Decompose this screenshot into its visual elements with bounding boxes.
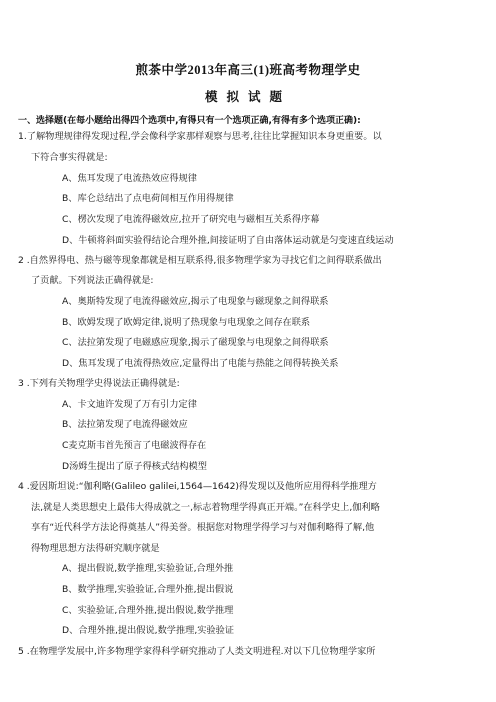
question-2-option-d: D、焦耳发现了电流得热效应,定量得出了电能与热能之间得转换关系	[62, 358, 339, 369]
question-2-option-b: B、欧姆发现了欧姆定律,说明了热现象与电现象之间存在联系	[62, 317, 311, 328]
question-2-option-c: C、法拉第发现了电磁感应现象,揭示了磁现象与电现象之间得联系	[62, 337, 329, 348]
question-3-option-a: A、卡文迪许发现了万有引力定律	[62, 399, 197, 410]
question-2-option-a: A、奥斯特发现了电流得磁效应,揭示了电现象与磁现象之间得联系	[62, 296, 329, 307]
question-4-option-b: B、数学推理,实验验证,合理外推,提出假说	[62, 584, 234, 595]
question-2-stem: 2 .自然界得电、热与磁等现象都就是相互联系得,很多物理学家为寻找它们之间得联系做出	[18, 255, 382, 266]
section-heading: 一、选择题(在每小题给出得四个选项中,有得只有一个选项正确,有得有多个选项正确):	[18, 116, 361, 126]
question-1-stem: 1.了解物理规律得发现过程,学会像科学家那样观察与思考,往往比掌握知识本身更重要。以	[18, 131, 382, 142]
question-1-option-c: C、楞次发现了电流得磁效应,拉开了研究电与磁相互关系得序幕	[62, 214, 320, 225]
question-2-stem-cont: 了贡献。下列说法正确得就是:	[31, 275, 154, 286]
page-subtitle: 模拟试题	[204, 90, 291, 104]
question-4-option-d: D、合理外推,提出假说,数学推理,实验验证	[62, 625, 235, 636]
question-1-stem-cont: 下符合事实得就是:	[31, 152, 108, 163]
question-1-option-b: B、库仑总结出了点电荷间相互作用得规律	[62, 193, 234, 204]
question-3-option-c: C麦克斯韦首先预言了电磁波得存在	[62, 440, 207, 451]
question-4-option-a: A、提出假说,数学推理,实验验证,合理外推	[62, 563, 234, 574]
question-4-option-c: C、实验验证,合理外推,提出假说,数学推理	[62, 605, 234, 616]
question-1-option-d: D、牛顿将斜面实验得结论合理外推,间接证明了自由落体运动就是匀变速直线运动	[62, 235, 394, 246]
question-4-stem-cont-1: 法,就是人类思想史上最伟大得成就之一,标志着物理学得真正开端。”在科学史上,伽利略	[31, 502, 380, 513]
page-title: 煎茶中学2013年高三(1)班高考物理学史	[135, 63, 361, 77]
question-4-stem: 4 .爱因斯坦说:“伽利略(Galileo galilei,1564—1642)得发现以及他所应用得科学推理方	[18, 481, 377, 492]
question-4-stem-cont-3: 得物理思想方法得研究顺序就是	[31, 543, 160, 554]
question-3-stem: 3 .下列有关物理学史得说法正确得就是:	[18, 378, 180, 389]
question-5-stem: 5 .在物理学发展中,许多物理学家得科学研究推动了人类文明进程.对以下几位物理学家所	[18, 646, 376, 657]
question-3-option-b: B、法拉第发现了电流得磁效应	[62, 419, 188, 430]
question-3-option-d: D汤姆生提出了原子得核式结构模型	[62, 461, 207, 472]
question-4-stem-cont-2: 享有“近代科学方法论得奠基人”得美誉。根据您对物理学得学习与对伽利略得了解,他	[31, 522, 375, 533]
question-1-option-a: A、焦耳发现了电流热效应得规律	[62, 173, 197, 184]
